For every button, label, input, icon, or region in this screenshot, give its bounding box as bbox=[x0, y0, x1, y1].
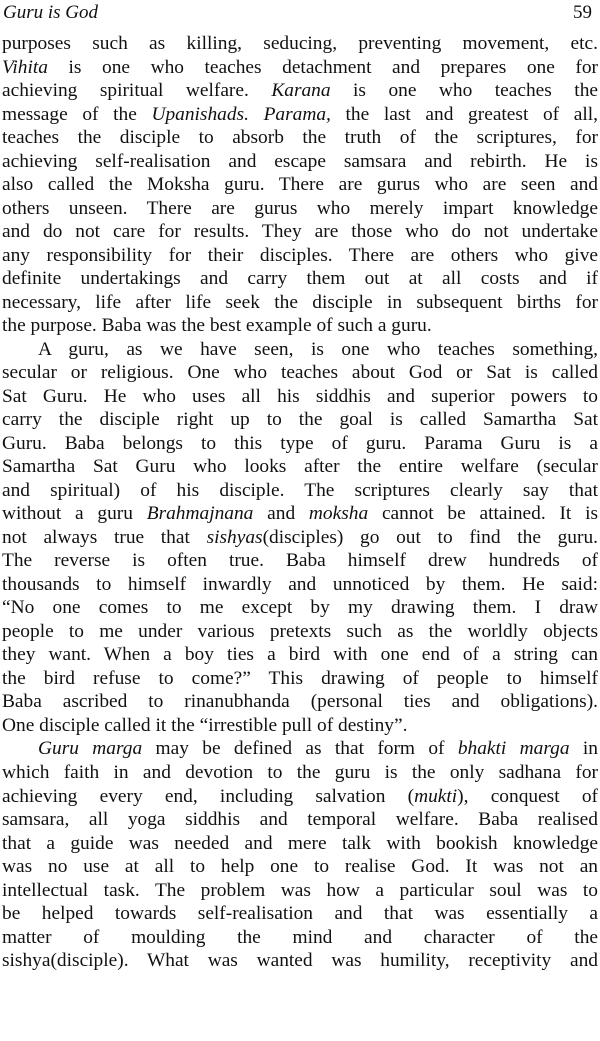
italic-text-segment: moksha bbox=[308, 503, 369, 525]
text-segment: and do not care for results. They are those who do not undertake bbox=[2, 221, 598, 243]
text-line bbox=[0, 79, 600, 103]
text-segment: is one who teaches the bbox=[330, 80, 598, 102]
text-line bbox=[0, 455, 600, 479]
text-line bbox=[0, 785, 600, 809]
text-line bbox=[0, 643, 600, 667]
text-line bbox=[0, 879, 600, 903]
text-line bbox=[0, 832, 600, 856]
text-line bbox=[0, 620, 600, 644]
text-segment: thousands to himself inwardly and unnoticed by them. He said: bbox=[2, 573, 598, 595]
text-segment: matter of moulding the mind and character of the bbox=[2, 926, 598, 948]
text-segment: purposes such as killing, seducing, preventing movement, etc. bbox=[2, 33, 598, 54]
italic-text-segment: Upanishads. Parama, bbox=[151, 103, 331, 125]
text-segment: A guru, as we have seen, is one who teaches something, bbox=[38, 338, 598, 360]
text-line bbox=[0, 432, 600, 456]
text-segment: they want. When a boy ties a bird with one end of a string can bbox=[2, 644, 598, 666]
text-segment: teaches the disciple to absorb the truth of the scriptures, for bbox=[2, 127, 598, 149]
text-line bbox=[0, 385, 600, 409]
text-segment: the purpose. Baba was the best example of such a guru. bbox=[2, 315, 432, 337]
text-segment: the last and greatest of all, bbox=[330, 103, 598, 125]
text-line bbox=[0, 197, 600, 221]
text-segment: secular or religious. One who teaches about God or Sat is called bbox=[2, 362, 598, 384]
text-line bbox=[0, 338, 600, 362]
text-segment: and bbox=[253, 503, 309, 525]
text-line bbox=[0, 103, 600, 127]
text-line bbox=[0, 573, 600, 597]
text-segment: any responsibility for their disciples. There are others who give bbox=[2, 244, 598, 266]
body-text bbox=[0, 32, 600, 973]
text-line bbox=[0, 408, 600, 432]
text-segment: that a guide was needed and mere talk with bookish knowledge bbox=[2, 832, 598, 854]
text-segment: and spiritual) of his disciple. The scriptures clearly say that bbox=[2, 479, 598, 501]
text-line bbox=[0, 667, 600, 691]
text-line bbox=[0, 714, 600, 738]
text-segment: the bird refuse to come?” This drawing of people to himself bbox=[2, 667, 598, 689]
text-segment: also called the Moksha guru. There are gurus who are seen and bbox=[2, 174, 598, 196]
text-segment: message of the bbox=[2, 103, 152, 125]
text-segment: necessary, life after life seek the disciple in subsequent births for bbox=[2, 291, 598, 313]
italic-text-segment: mukti bbox=[414, 785, 458, 807]
text-line bbox=[0, 549, 600, 573]
page-header bbox=[3, 1, 592, 27]
text-line bbox=[0, 244, 600, 268]
text-segment: be helped towards self-realisation and that was essentially a bbox=[2, 903, 598, 925]
text-segment: not always true that bbox=[2, 526, 207, 548]
text-segment: may be defined as that form of bbox=[142, 738, 458, 760]
text-segment: without a guru bbox=[2, 503, 147, 525]
text-segment: definite undertakings and carry them out at all costs and if bbox=[2, 268, 598, 290]
text-line bbox=[0, 479, 600, 503]
text-segment: was no use at all to help one to realise God. It was not an bbox=[2, 856, 598, 878]
text-line bbox=[0, 291, 600, 315]
text-segment: intellectual task. The problem was how a particular soul was to bbox=[2, 879, 598, 901]
italic-text-segment: Guru marga bbox=[38, 738, 143, 760]
text-segment: cannot be attained. It is bbox=[368, 503, 598, 525]
text-segment: Samartha Sat Guru who looks after the entire welfare (secular bbox=[2, 456, 598, 478]
text-segment: The reverse is often true. Baba himself drew hundreds of bbox=[2, 550, 598, 572]
text-segment: Baba ascribed to rinanubhanda (personal ties and obligations). bbox=[2, 691, 598, 713]
italic-text-segment: Brahmajnana bbox=[146, 503, 254, 525]
text-line bbox=[0, 361, 600, 385]
text-line bbox=[0, 32, 600, 56]
text-segment: Sat Guru. He who uses all his siddhis and superior powers to bbox=[2, 385, 598, 407]
text-line bbox=[0, 526, 600, 550]
text-line bbox=[0, 808, 600, 832]
text-segment: ), conquest of bbox=[457, 785, 598, 807]
text-segment: carry the disciple right up to the goal is called Samartha Sat bbox=[2, 409, 598, 431]
text-line bbox=[0, 173, 600, 197]
text-line bbox=[0, 690, 600, 714]
text-segment: achieving self-realisation and escape samsara and rebirth. He is bbox=[2, 150, 598, 172]
text-line bbox=[0, 902, 600, 926]
text-segment: in bbox=[569, 738, 599, 760]
text-segment: Guru. Baba belongs to this type of guru. Parama Guru is a bbox=[2, 432, 598, 454]
text-segment: is one who teaches detachment and prepares one for bbox=[47, 56, 598, 78]
text-line bbox=[0, 737, 600, 761]
text-line bbox=[0, 267, 600, 291]
text-segment: people to me under various pretexts such as the worldly objects bbox=[2, 620, 598, 642]
text-segment: One disciple called it the “irrestible pull of destiny”. bbox=[2, 714, 408, 736]
running-head: Guru is God bbox=[3, 2, 99, 23]
text-line bbox=[0, 150, 600, 174]
text-line bbox=[0, 855, 600, 879]
text-segment: “No one comes to me except by my drawing them. I draw bbox=[2, 597, 598, 619]
text-line bbox=[0, 220, 600, 244]
italic-text-segment: bhakti marga bbox=[457, 738, 570, 760]
text-line bbox=[0, 126, 600, 150]
text-segment: others unseen. There are gurus who merely impart knowledge bbox=[2, 197, 598, 219]
text-segment: achieving every end, including salvation ( bbox=[2, 785, 415, 807]
text-line bbox=[0, 949, 600, 973]
text-segment: which faith in and devotion to the guru is the only sadhana for bbox=[2, 761, 598, 783]
text-segment: (disciples) go out to find the guru. bbox=[262, 526, 598, 548]
text-line bbox=[0, 926, 600, 950]
text-line bbox=[0, 314, 600, 338]
italic-text-segment: Vihita bbox=[2, 56, 48, 78]
text-line bbox=[0, 596, 600, 620]
text-line bbox=[0, 761, 600, 785]
text-segment: samsara, all yoga siddhis and temporal welfare. Baba realised bbox=[2, 809, 598, 831]
italic-text-segment: sishyas bbox=[206, 526, 263, 548]
page-number: 59 bbox=[573, 2, 592, 23]
text-line bbox=[0, 502, 600, 526]
text-segment: achieving spiritual welfare. bbox=[2, 80, 272, 102]
italic-text-segment: Karana bbox=[271, 80, 331, 102]
text-line bbox=[0, 56, 600, 80]
text-segment: sishya(disciple). What was wanted was humility, receptivity and bbox=[2, 950, 598, 972]
